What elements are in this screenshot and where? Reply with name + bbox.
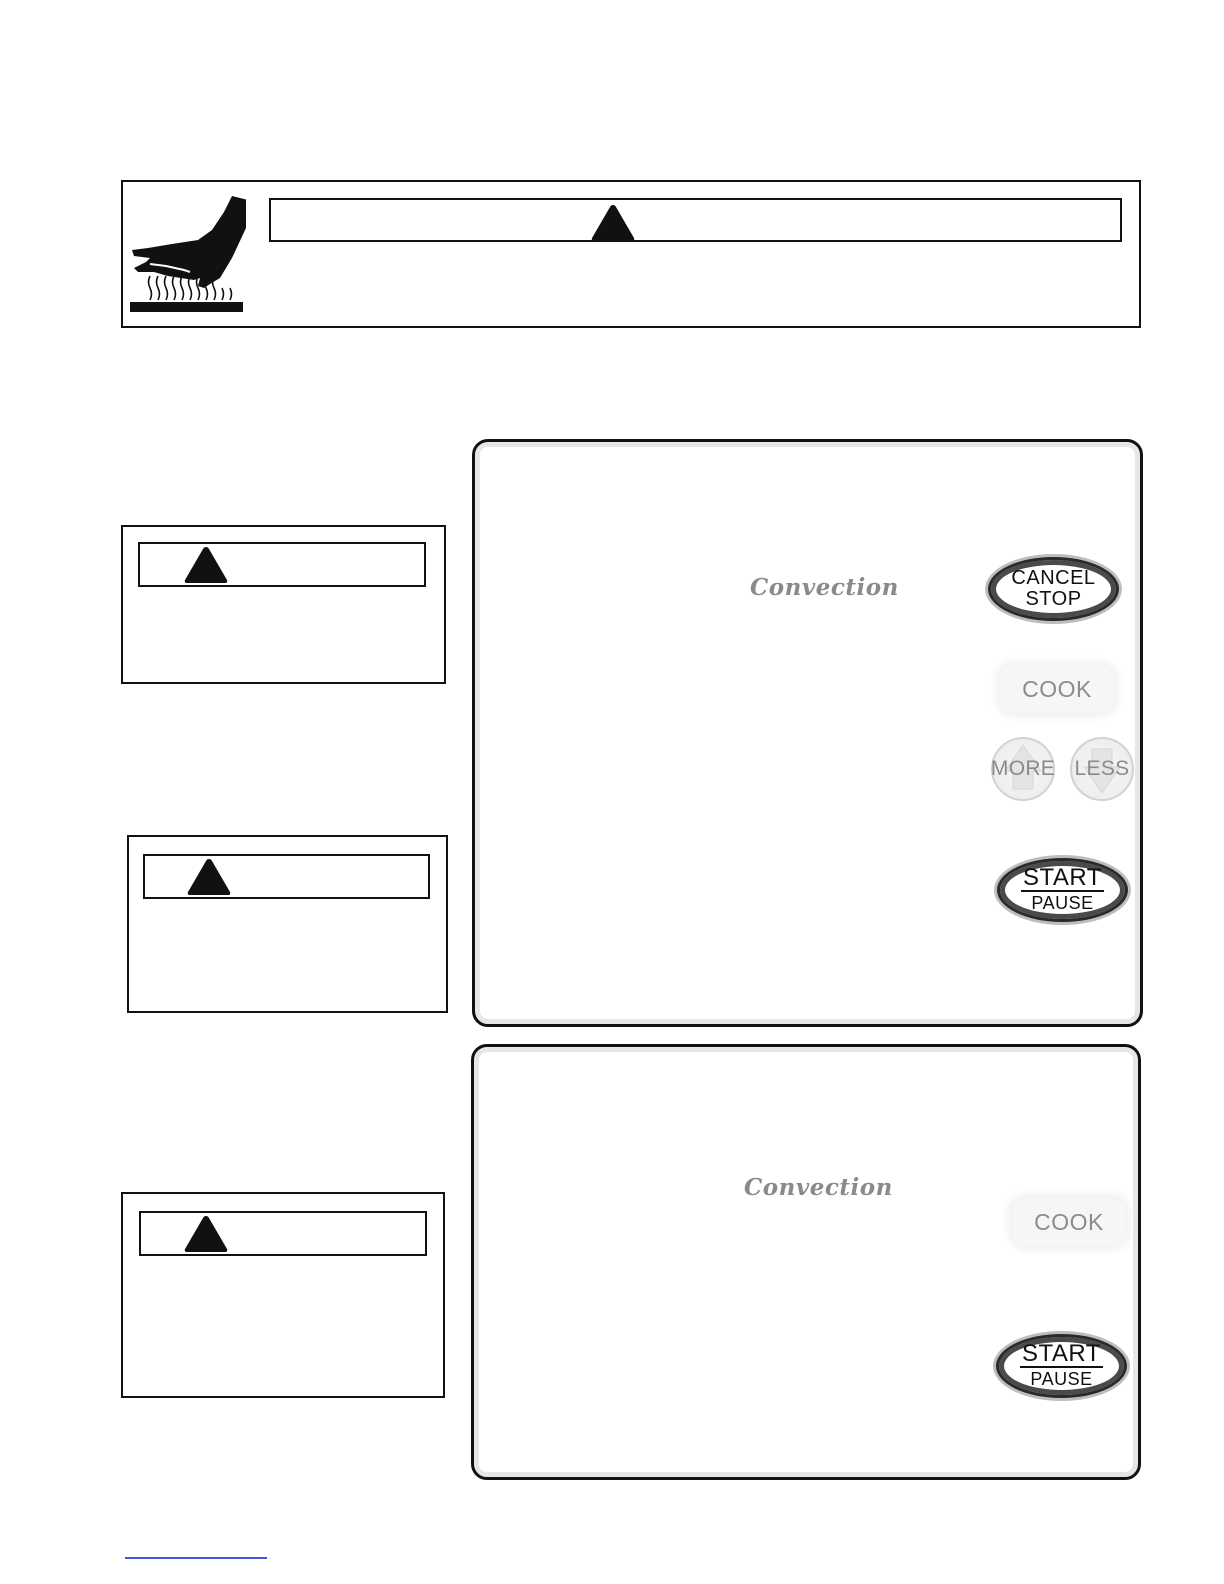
start-label: START [1022,1340,1101,1367]
pause-label: PAUSE [1030,1369,1093,1389]
cook-button[interactable]: COOK [1012,1198,1126,1246]
start-pause-button[interactable] [997,858,1128,922]
less-label: LESS [1074,757,1130,780]
control-panel-bottom [471,1044,1141,1480]
footer-link-underline [125,1557,267,1559]
more-label: MORE [990,757,1056,780]
warning-triangle-icon [186,857,232,897]
cancel-label: CANCEL [1011,567,1096,589]
warning-triangle-icon [183,1214,229,1254]
pause-label: PAUSE [1031,893,1094,913]
convection-brand-label: Convection [744,1174,893,1201]
stop-label: STOP [1025,588,1082,610]
convection-brand-label: Convection [750,574,899,601]
more-button[interactable] [991,737,1055,801]
warning-header-bar [269,198,1122,242]
start-label: START [1023,864,1102,891]
cook-button[interactable]: COOK [1000,665,1114,713]
less-button[interactable] [1070,737,1134,801]
cancel-stop-button[interactable] [988,557,1119,621]
hot-surface-hand-icon [128,192,246,316]
caution-header-bar-1 [138,542,426,587]
control-panel-top [472,439,1143,1027]
start-pause-button[interactable] [996,1334,1127,1398]
warning-triangle-icon [183,545,229,585]
warning-triangle-icon [590,203,636,243]
